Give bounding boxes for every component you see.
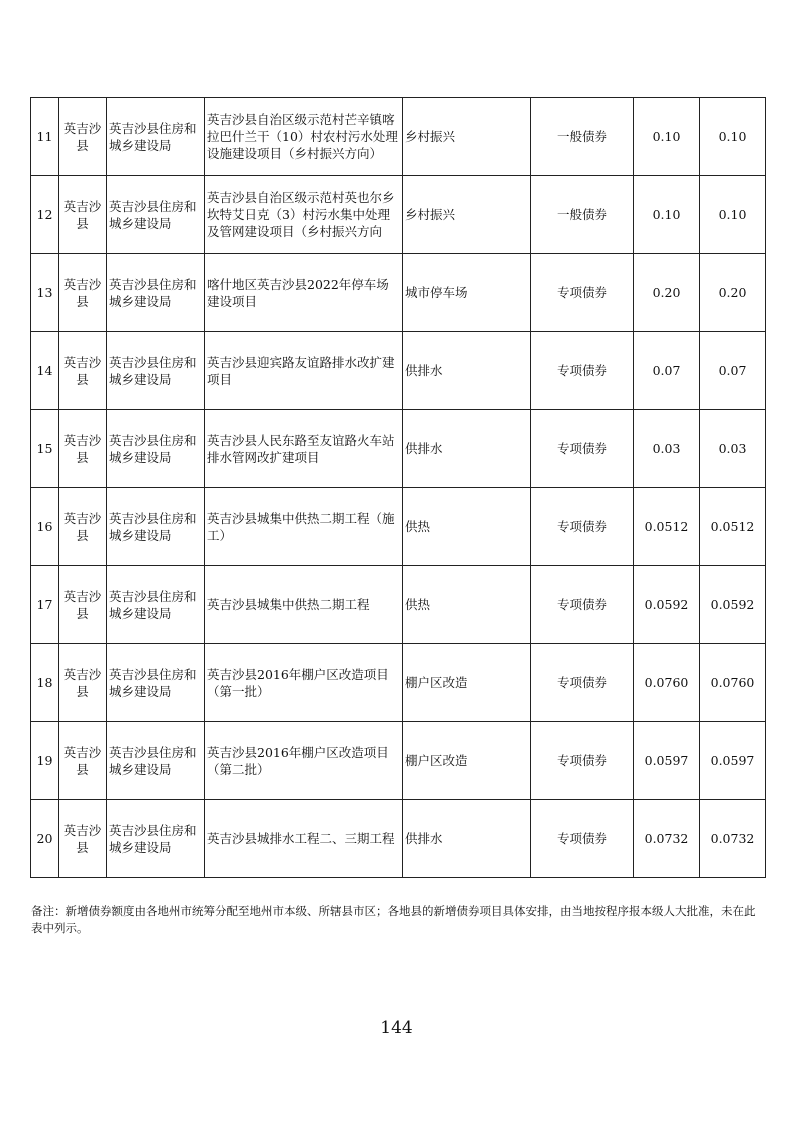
amount-cell: 0.20 xyxy=(634,254,700,332)
table-note: 备注：新增债券额度由各地州市统筹分配至地州市本级、所辖县市区；各地县的新增债券项目具体安排，由当地按程序报本级人大批准，未在此表中列示。 xyxy=(31,904,756,935)
table-row xyxy=(31,176,766,254)
category-cell: 供热 xyxy=(403,566,531,644)
category-cell: 供热 xyxy=(403,488,531,566)
row-number: 11 xyxy=(31,98,59,176)
table-row xyxy=(31,410,766,488)
unit-cell: 英吉沙县住房和城乡建设局 xyxy=(107,332,205,410)
project-cell: 英吉沙县2016年棚户区改造项目（第二批） xyxy=(205,722,403,800)
bond-type-cell: 专项债券 xyxy=(531,800,634,878)
county-cell: 英吉沙县 xyxy=(59,410,107,488)
county-cell: 英吉沙县 xyxy=(59,254,107,332)
county-cell: 英吉沙县 xyxy=(59,98,107,176)
bond-type-cell: 专项债券 xyxy=(531,332,634,410)
row-number: 17 xyxy=(31,566,59,644)
row-number: 15 xyxy=(31,410,59,488)
page-number: 144 xyxy=(380,1018,413,1038)
category-cell: 棚户区改造 xyxy=(403,644,531,722)
table-row xyxy=(31,254,766,332)
project-cell: 英吉沙县城集中供热二期工程 xyxy=(205,566,403,644)
row-number: 20 xyxy=(31,800,59,878)
unit-cell: 英吉沙县住房和城乡建设局 xyxy=(107,800,205,878)
category-cell: 乡村振兴 xyxy=(403,176,531,254)
unit-cell: 英吉沙县住房和城乡建设局 xyxy=(107,410,205,488)
table-row xyxy=(31,488,766,566)
table-row xyxy=(31,722,766,800)
bond-type-cell: 专项债券 xyxy=(531,644,634,722)
row-number: 12 xyxy=(31,176,59,254)
county-cell: 英吉沙县 xyxy=(59,722,107,800)
category-cell: 供排水 xyxy=(403,332,531,410)
row-number: 19 xyxy=(31,722,59,800)
category-cell: 乡村振兴 xyxy=(403,98,531,176)
row-number: 14 xyxy=(31,332,59,410)
amount-total-cell: 0.10 xyxy=(700,98,766,176)
bond-type-cell: 一般债券 xyxy=(531,98,634,176)
amount-total-cell: 0.0512 xyxy=(700,488,766,566)
project-cell: 喀什地区英吉沙县2022年停车场建设项目 xyxy=(205,254,403,332)
amount-total-cell: 0.07 xyxy=(700,332,766,410)
project-cell: 英吉沙县2016年棚户区改造项目（第一批） xyxy=(205,644,403,722)
row-number: 18 xyxy=(31,644,59,722)
county-cell: 英吉沙县 xyxy=(59,566,107,644)
project-cell: 英吉沙县城集中供热二期工程（施工） xyxy=(205,488,403,566)
table-row xyxy=(31,566,766,644)
table-row xyxy=(31,98,766,176)
category-cell: 城市停车场 xyxy=(403,254,531,332)
table-row xyxy=(31,332,766,410)
project-cell: 英吉沙县自治区级示范村芒辛镇喀拉巴什兰干（10）村农村污水处理设施建设项目（乡村振兴方向） xyxy=(205,98,403,176)
table-body xyxy=(31,98,766,878)
amount-total-cell: 0.03 xyxy=(700,410,766,488)
amount-cell: 0.10 xyxy=(634,98,700,176)
table-row xyxy=(31,800,766,878)
county-cell: 英吉沙县 xyxy=(59,488,107,566)
amount-total-cell: 0.0592 xyxy=(700,566,766,644)
unit-cell: 英吉沙县住房和城乡建设局 xyxy=(107,254,205,332)
amount-total-cell: 0.0760 xyxy=(700,644,766,722)
amount-cell: 0.0592 xyxy=(634,566,700,644)
amount-cell: 0.0760 xyxy=(634,644,700,722)
amount-cell: 0.07 xyxy=(634,332,700,410)
category-cell: 棚户区改造 xyxy=(403,722,531,800)
amount-cell: 0.10 xyxy=(634,176,700,254)
unit-cell: 英吉沙县住房和城乡建设局 xyxy=(107,98,205,176)
amount-total-cell: 0.0732 xyxy=(700,800,766,878)
bond-type-cell: 专项债券 xyxy=(531,254,634,332)
unit-cell: 英吉沙县住房和城乡建设局 xyxy=(107,488,205,566)
category-cell: 供排水 xyxy=(403,800,531,878)
unit-cell: 英吉沙县住房和城乡建设局 xyxy=(107,566,205,644)
row-number: 16 xyxy=(31,488,59,566)
bond-type-cell: 专项债券 xyxy=(531,488,634,566)
row-number: 13 xyxy=(31,254,59,332)
project-cell: 英吉沙县迎宾路友谊路排水改扩建项目 xyxy=(205,332,403,410)
amount-cell: 0.0597 xyxy=(634,722,700,800)
category-cell: 供排水 xyxy=(403,410,531,488)
amount-cell: 0.0732 xyxy=(634,800,700,878)
amount-total-cell: 0.10 xyxy=(700,176,766,254)
amount-total-cell: 0.0597 xyxy=(700,722,766,800)
amount-cell: 0.0512 xyxy=(634,488,700,566)
unit-cell: 英吉沙县住房和城乡建设局 xyxy=(107,644,205,722)
bond-type-cell: 一般债券 xyxy=(531,176,634,254)
amount-cell: 0.03 xyxy=(634,410,700,488)
project-cell: 英吉沙县自治区级示范村英也尔乡坎特艾日克（3）村污水集中处理及管网建设项目（乡村振兴方向 xyxy=(205,176,403,254)
unit-cell: 英吉沙县住房和城乡建设局 xyxy=(107,176,205,254)
county-cell: 英吉沙县 xyxy=(59,644,107,722)
bond-type-cell: 专项债券 xyxy=(531,722,634,800)
amount-total-cell: 0.20 xyxy=(700,254,766,332)
county-cell: 英吉沙县 xyxy=(59,332,107,410)
project-cell: 英吉沙县人民东路至友谊路火车站排水管网改扩建项目 xyxy=(205,410,403,488)
bond-allocation-table xyxy=(30,97,766,878)
bond-type-cell: 专项债券 xyxy=(531,410,634,488)
county-cell: 英吉沙县 xyxy=(59,800,107,878)
unit-cell: 英吉沙县住房和城乡建设局 xyxy=(107,722,205,800)
bond-type-cell: 专项债券 xyxy=(531,566,634,644)
table-row xyxy=(31,644,766,722)
project-cell: 英吉沙县城排水工程二、三期工程 xyxy=(205,800,403,878)
county-cell: 英吉沙县 xyxy=(59,176,107,254)
